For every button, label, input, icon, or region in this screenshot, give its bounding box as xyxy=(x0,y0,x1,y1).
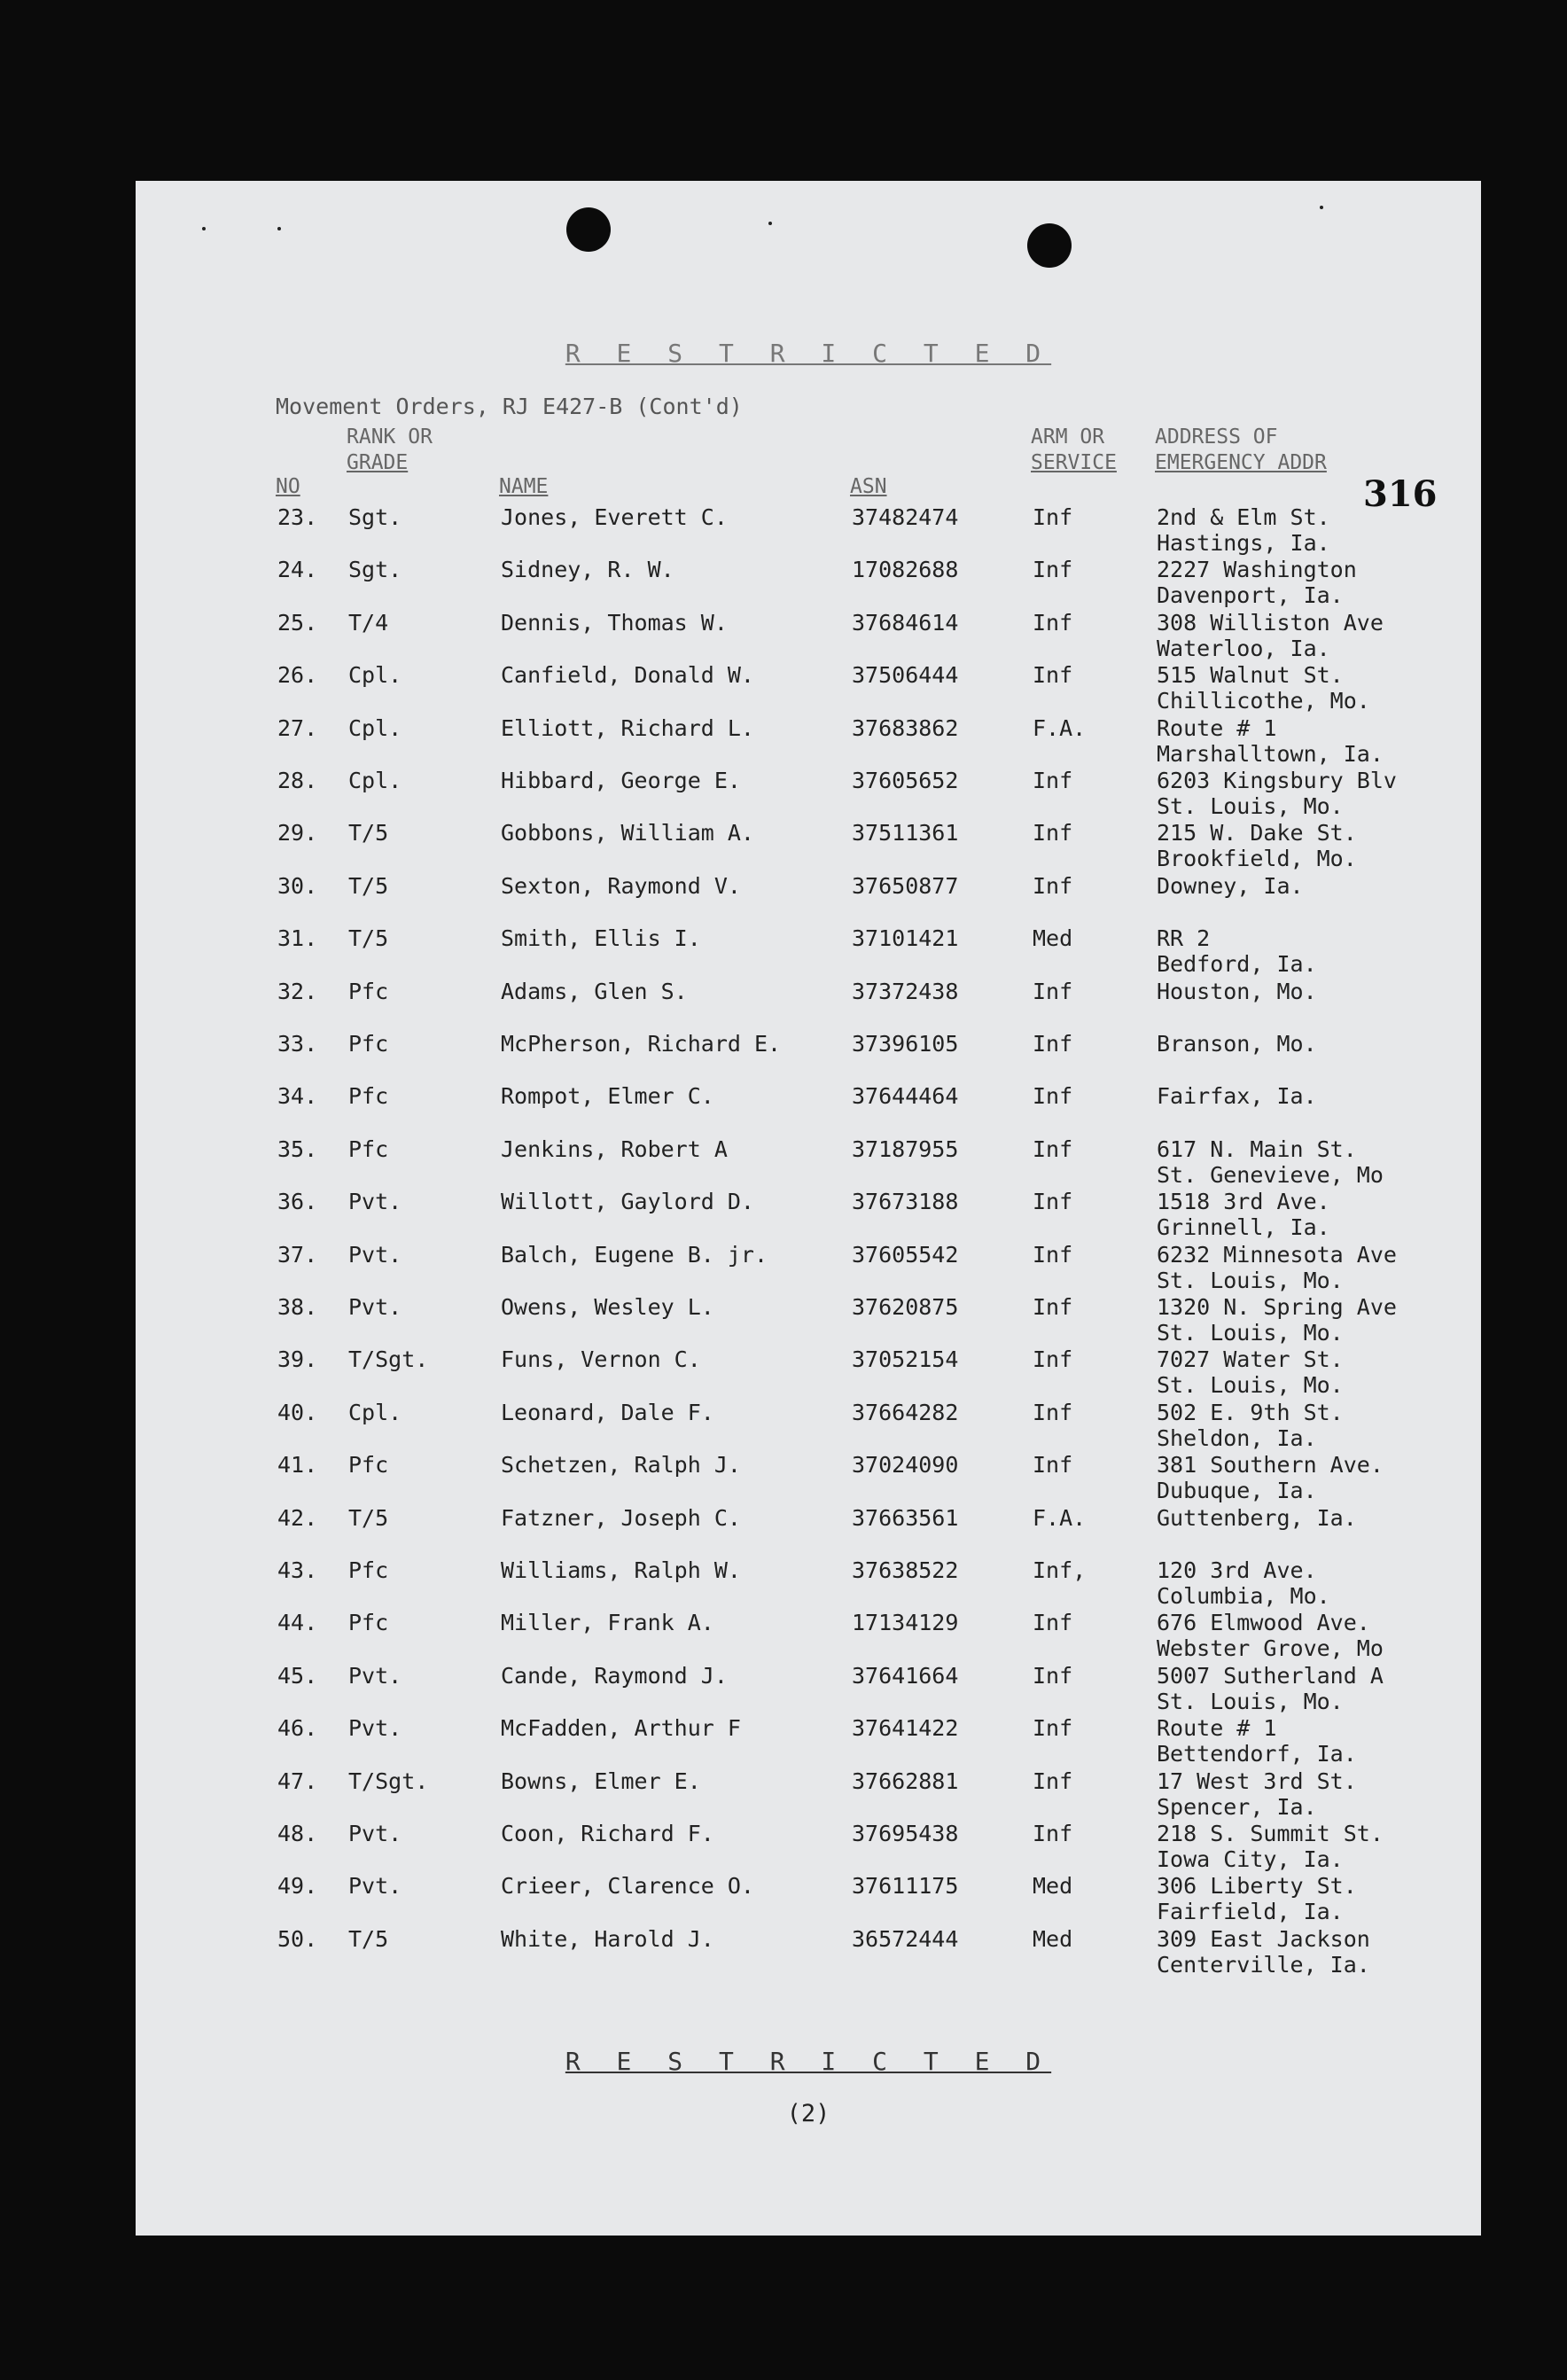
row-address-line-1: 6232 Minnesota Ave xyxy=(1157,1241,1397,1268)
row-number: 30. xyxy=(277,872,318,899)
row-arm-service: Inf xyxy=(1033,820,1073,847)
row-arm-service: Inf xyxy=(1033,504,1073,530)
table-row xyxy=(136,925,1481,977)
row-address-line-1: 515 Walnut St. xyxy=(1157,662,1344,689)
table-row xyxy=(136,1400,1481,1451)
row-arm-service: Inf xyxy=(1033,1662,1073,1689)
page-stamp-number: 316 xyxy=(1363,473,1438,515)
row-arm-service: Med xyxy=(1033,925,1073,952)
row-arm-service: Inf xyxy=(1033,609,1073,636)
row-asn: 37641664 xyxy=(852,1662,959,1689)
row-number: 43. xyxy=(277,1557,318,1583)
row-arm-service: Inf xyxy=(1033,1452,1073,1479)
row-rank: Pfc xyxy=(348,1557,389,1583)
row-asn: 37683862 xyxy=(852,714,959,741)
row-address-line-1: 1518 3rd Ave. xyxy=(1157,1189,1330,1215)
row-rank: T/5 xyxy=(348,1504,389,1531)
row-number: 27. xyxy=(277,714,318,741)
col-addr-label-1: ADDRESS OF xyxy=(1155,425,1278,449)
row-address-line-1: 308 Williston Ave xyxy=(1157,609,1384,636)
row-rank: Pfc xyxy=(348,1452,389,1479)
row-name: Sidney, R. W. xyxy=(501,557,674,583)
row-address-line-1: 502 E. 9th St. xyxy=(1157,1399,1344,1425)
col-arm-label-1: ARM OR xyxy=(1031,425,1105,449)
table-row xyxy=(136,1610,1481,1661)
row-address-line-2: St. Genevieve, Mo xyxy=(1157,1161,1384,1188)
row-address xyxy=(1157,1821,1384,1872)
col-rank-header xyxy=(347,425,433,476)
row-rank: T/Sgt. xyxy=(348,1346,429,1373)
row-address xyxy=(1157,1242,1397,1293)
row-name: Coon, Richard F. xyxy=(501,1821,714,1846)
row-address-line-2: Columbia, Mo. xyxy=(1157,1583,1330,1609)
row-number: 40. xyxy=(277,1399,318,1425)
row-number: 44. xyxy=(277,1610,318,1636)
row-address-line-1: 2227 Washington xyxy=(1157,557,1357,583)
row-asn: 37664282 xyxy=(852,1399,959,1425)
row-number: 34. xyxy=(277,1083,318,1110)
restricted-header: R E S T R I C T E D xyxy=(565,339,1052,368)
table-row xyxy=(136,557,1481,608)
row-asn: 37684614 xyxy=(852,609,959,636)
row-address xyxy=(1157,873,1304,899)
row-name: Owens, Wesley L. xyxy=(501,1294,714,1320)
row-arm-service: Inf xyxy=(1033,1767,1073,1794)
row-name: Sexton, Raymond V. xyxy=(501,872,741,899)
row-asn: 37605542 xyxy=(852,1241,959,1268)
row-name: Crieer, Clarence O. xyxy=(501,1873,754,1900)
row-asn: 37620875 xyxy=(852,1294,959,1320)
row-address-line-2: Bedford, Ia. xyxy=(1157,951,1317,978)
row-rank: Pfc xyxy=(348,1031,389,1057)
col-no-label: NO xyxy=(276,475,300,498)
row-arm-service: Inf, xyxy=(1033,1557,1087,1583)
row-number: 36. xyxy=(277,1189,318,1215)
row-address-line-1: 5007 Sutherland A xyxy=(1157,1662,1384,1689)
row-arm-service: Inf xyxy=(1033,1610,1073,1636)
row-asn: 37052154 xyxy=(852,1346,959,1373)
paper-speck xyxy=(768,222,772,225)
col-name-label: NAME xyxy=(499,475,549,498)
row-address-line-1: 2nd & Elm St. xyxy=(1157,504,1330,530)
row-name: Rompot, Elmer C. xyxy=(501,1083,714,1110)
row-rank: T/Sgt. xyxy=(348,1767,429,1794)
row-number: 41. xyxy=(277,1452,318,1479)
row-asn: 37511361 xyxy=(852,820,959,847)
row-asn: 37372438 xyxy=(852,978,959,1004)
row-address-line-1: 306 Liberty St. xyxy=(1157,1873,1357,1900)
row-address-line-1: 381 Southern Ave. xyxy=(1157,1452,1384,1479)
row-number: 49. xyxy=(277,1873,318,1900)
row-address xyxy=(1157,1663,1384,1714)
table-row xyxy=(136,1136,1481,1188)
col-no-header xyxy=(276,449,300,500)
row-address xyxy=(1157,1926,1370,1978)
row-address-line-2: St. Louis, Mo. xyxy=(1157,1372,1344,1399)
row-address-line-2: Chillicothe, Mo. xyxy=(1157,688,1370,714)
table-row xyxy=(136,504,1481,556)
table-row xyxy=(136,1083,1481,1135)
row-address xyxy=(1157,1083,1317,1109)
row-address xyxy=(1157,820,1357,871)
row-arm-service: Inf xyxy=(1033,557,1073,583)
col-addr-label-2: EMERGENCY ADDR xyxy=(1155,451,1327,474)
col-arm-label-2: SERVICE xyxy=(1031,451,1117,474)
row-address xyxy=(1157,504,1330,556)
row-rank: Cpl. xyxy=(348,662,402,689)
row-arm-service: Inf xyxy=(1033,1821,1073,1846)
row-address xyxy=(1157,1031,1317,1057)
table-row xyxy=(136,715,1481,767)
col-arm-header xyxy=(1031,425,1117,476)
row-address xyxy=(1157,1189,1330,1240)
row-asn: 37101421 xyxy=(852,925,959,952)
row-number: 47. xyxy=(277,1767,318,1794)
row-number: 33. xyxy=(277,1031,318,1057)
row-arm-service: Inf xyxy=(1033,1241,1073,1268)
row-name: Leonard, Dale F. xyxy=(501,1399,714,1425)
row-address-line-2: Spencer, Ia. xyxy=(1157,1793,1317,1820)
row-arm-service: Med xyxy=(1033,1873,1073,1900)
row-number: 32. xyxy=(277,978,318,1004)
row-name: Dennis, Thomas W. xyxy=(501,609,728,636)
row-address xyxy=(1157,1400,1344,1451)
row-arm-service: Inf xyxy=(1033,978,1073,1004)
row-address-line-2: Centerville, Ia. xyxy=(1157,1951,1370,1978)
row-asn: 37482474 xyxy=(852,504,959,530)
row-number: 45. xyxy=(277,1662,318,1689)
row-asn: 17082688 xyxy=(852,557,959,583)
row-rank: T/5 xyxy=(348,820,389,847)
row-name: McPherson, Richard E. xyxy=(501,1031,782,1057)
row-rank: Pvt. xyxy=(348,1662,402,1689)
row-name: Jones, Everett C. xyxy=(501,504,728,530)
row-address-line-1: RR 2 xyxy=(1157,925,1211,952)
row-number: 46. xyxy=(277,1715,318,1742)
row-address-line-2: Webster Grove, Mo xyxy=(1157,1635,1384,1662)
table-row xyxy=(136,610,1481,661)
row-address-line-1: Route # 1 xyxy=(1157,1715,1277,1742)
row-arm-service: Inf xyxy=(1033,872,1073,899)
row-arm-service: Inf xyxy=(1033,1715,1073,1742)
row-number: 31. xyxy=(277,925,318,952)
row-address-line-1: Fairfax, Ia. xyxy=(1157,1083,1317,1110)
row-address-line-2: St. Louis, Mo. xyxy=(1157,1688,1344,1714)
row-asn: 37673188 xyxy=(852,1189,959,1215)
row-rank: Cpl. xyxy=(348,768,402,793)
col-asn-label: ASN xyxy=(850,475,887,498)
row-asn: 37396105 xyxy=(852,1031,959,1057)
row-rank: Pfc xyxy=(348,978,389,1004)
row-asn: 37024090 xyxy=(852,1452,959,1479)
row-asn: 37641422 xyxy=(852,1715,959,1742)
row-name: Balch, Eugene B. jr. xyxy=(501,1241,768,1268)
row-number: 25. xyxy=(277,609,318,636)
row-address-line-1: Houston, Mo. xyxy=(1157,978,1317,1004)
row-name: Willott, Gaylord D. xyxy=(501,1189,754,1215)
row-arm-service: Inf xyxy=(1033,1083,1073,1110)
row-name: Smith, Ellis I. xyxy=(501,925,701,952)
row-address-line-1: 215 W. Dake St. xyxy=(1157,820,1357,847)
row-address-line-2: Dubuque, Ia. xyxy=(1157,1478,1317,1504)
row-address-line-1: Branson, Mo. xyxy=(1157,1031,1317,1057)
row-address xyxy=(1157,1557,1330,1609)
row-address-line-2: St. Louis, Mo. xyxy=(1157,793,1344,819)
row-address-line-1: 17 West 3rd St. xyxy=(1157,1767,1357,1794)
row-name: Elliott, Richard L. xyxy=(501,714,754,741)
row-rank: Cpl. xyxy=(348,714,402,741)
row-name: Gobbons, William A. xyxy=(501,820,754,847)
table-row xyxy=(136,1715,1481,1767)
row-name: Bowns, Elmer E. xyxy=(501,1767,701,1794)
row-asn: 37605652 xyxy=(852,768,959,793)
row-number: 29. xyxy=(277,820,318,847)
row-name: White, Harold J. xyxy=(501,1925,714,1952)
row-address-line-2: Waterloo, Ia. xyxy=(1157,635,1330,661)
row-arm-service: Inf xyxy=(1033,1346,1073,1373)
row-address-line-2: Sheldon, Ia. xyxy=(1157,1424,1317,1451)
row-asn: 37663561 xyxy=(852,1504,959,1531)
col-addr-header xyxy=(1155,425,1327,476)
row-rank: Pvt. xyxy=(348,1873,402,1900)
row-name: Williams, Ralph W. xyxy=(501,1557,741,1583)
row-address-line-2: Davenport, Ia. xyxy=(1157,582,1344,609)
row-address-line-1: 7027 Water St. xyxy=(1157,1346,1344,1373)
row-address xyxy=(1157,979,1317,1004)
table-row xyxy=(136,1873,1481,1924)
row-number: 35. xyxy=(277,1135,318,1162)
row-arm-service: Inf xyxy=(1033,1189,1073,1215)
row-asn: 37187955 xyxy=(852,1135,959,1162)
table-row xyxy=(136,1821,1481,1872)
row-address xyxy=(1157,1505,1357,1531)
row-arm-service: Inf xyxy=(1033,768,1073,793)
row-address-line-2: Hastings, Ia. xyxy=(1157,530,1330,556)
row-address xyxy=(1157,715,1384,767)
row-name: Fatzner, Joseph C. xyxy=(501,1504,741,1531)
table-row xyxy=(136,979,1481,1030)
row-name: Schetzen, Ralph J. xyxy=(501,1452,741,1479)
row-asn: 17134129 xyxy=(852,1610,959,1636)
table-row xyxy=(136,1242,1481,1293)
restricted-footer: R E S T R I C T E D xyxy=(565,2047,1052,2076)
row-address-line-1: 309 East Jackson xyxy=(1157,1925,1370,1952)
row-address xyxy=(1157,662,1370,714)
orders-line: Movement Orders, RJ E427-B (Cont'd) xyxy=(276,394,743,419)
row-address-line-2: Iowa City, Ia. xyxy=(1157,1846,1344,1872)
row-address-line-1: 676 Elmwood Ave. xyxy=(1157,1610,1370,1636)
paper-speck xyxy=(202,227,206,230)
row-number: 50. xyxy=(277,1925,318,1952)
row-name: Jenkins, Robert A xyxy=(501,1135,728,1162)
table-row xyxy=(136,662,1481,714)
row-rank: Pfc xyxy=(348,1135,389,1162)
row-address xyxy=(1157,610,1384,661)
paper-speck xyxy=(1320,206,1323,209)
table-row xyxy=(136,1926,1481,1978)
row-address-line-2: Grinnell, Ia. xyxy=(1157,1214,1330,1241)
row-rank: T/5 xyxy=(348,925,389,952)
row-asn: 37611175 xyxy=(852,1873,959,1900)
table-row xyxy=(136,1031,1481,1082)
row-name: Canfield, Donald W. xyxy=(501,662,754,689)
row-address-line-2: St. Louis, Mo. xyxy=(1157,1320,1344,1346)
row-asn: 37695438 xyxy=(852,1821,959,1846)
table-row xyxy=(136,1189,1481,1240)
row-number: 24. xyxy=(277,557,318,583)
table-row xyxy=(136,820,1481,871)
table-row xyxy=(136,1294,1481,1346)
row-number: 26. xyxy=(277,662,318,689)
col-asn-header xyxy=(850,449,887,500)
row-rank: Pvt. xyxy=(348,1241,402,1268)
row-rank: Sgt. xyxy=(348,504,402,530)
row-asn: 37662881 xyxy=(852,1767,959,1794)
col-name-header xyxy=(499,449,548,500)
col-rank-label-2: GRADE xyxy=(347,451,409,474)
row-asn: 37644464 xyxy=(852,1083,959,1110)
row-name: Hibbard, George E. xyxy=(501,768,741,793)
table-row xyxy=(136,1557,1481,1609)
table-row xyxy=(136,1663,1481,1714)
row-number: 37. xyxy=(277,1241,318,1268)
row-address xyxy=(1157,1610,1384,1661)
row-arm-service: Med xyxy=(1033,1925,1073,1952)
row-rank: T/4 xyxy=(348,609,389,636)
table-row xyxy=(136,1346,1481,1398)
row-name: Miller, Frank A. xyxy=(501,1610,714,1636)
table-row xyxy=(136,1505,1481,1557)
row-address-line-2: St. Louis, Mo. xyxy=(1157,1267,1344,1293)
row-arm-service: Inf xyxy=(1033,1399,1073,1425)
row-address xyxy=(1157,1452,1384,1503)
row-address-line-2: Fairfield, Ia. xyxy=(1157,1899,1344,1925)
row-name: Adams, Glen S. xyxy=(501,978,688,1004)
paper-speck xyxy=(277,227,281,230)
row-name: Cande, Raymond J. xyxy=(501,1662,728,1689)
row-name: Funs, Vernon C. xyxy=(501,1346,701,1373)
row-number: 48. xyxy=(277,1821,318,1846)
row-address-line-1: 1320 N. Spring Ave xyxy=(1157,1294,1397,1320)
row-address-line-1: 6203 Kingsbury Blv xyxy=(1157,768,1397,793)
row-address xyxy=(1157,1136,1384,1188)
row-asn: 37650877 xyxy=(852,872,959,899)
row-arm-service: Inf xyxy=(1033,1031,1073,1057)
row-address-line-1: Guttenberg, Ia. xyxy=(1157,1504,1357,1531)
row-asn: 36572444 xyxy=(852,1925,959,1952)
row-number: 39. xyxy=(277,1346,318,1373)
table-row xyxy=(136,768,1481,819)
row-number: 42. xyxy=(277,1504,318,1531)
row-number: 38. xyxy=(277,1294,318,1320)
table-row xyxy=(136,1768,1481,1820)
row-name: McFadden, Arthur F xyxy=(501,1715,741,1742)
row-address xyxy=(1157,1715,1357,1767)
table-row xyxy=(136,873,1481,925)
row-address-line-2: Bettendorf, Ia. xyxy=(1157,1741,1357,1767)
row-arm-service: F.A. xyxy=(1033,714,1087,741)
row-asn: 37638522 xyxy=(852,1557,959,1583)
punch-hole xyxy=(1027,223,1072,268)
row-address-line-1: Route # 1 xyxy=(1157,714,1277,741)
row-rank: Pfc xyxy=(348,1610,389,1636)
row-address-line-1: 120 3rd Ave. xyxy=(1157,1557,1317,1583)
row-arm-service: Inf xyxy=(1033,1135,1073,1162)
row-address-line-1: 617 N. Main St. xyxy=(1157,1135,1357,1162)
punch-hole xyxy=(566,207,611,252)
row-address-line-2: Brookfield, Mo. xyxy=(1157,846,1357,872)
row-rank: T/5 xyxy=(348,1925,389,1952)
page-number: (2) xyxy=(786,2100,830,2127)
col-rank-label-1: RANK OR xyxy=(347,425,433,449)
row-number: 23. xyxy=(277,504,318,530)
row-address xyxy=(1157,1346,1344,1398)
row-arm-service: F.A. xyxy=(1033,1504,1087,1531)
row-rank: Pvt. xyxy=(348,1821,402,1846)
row-rank: Pvt. xyxy=(348,1715,402,1742)
row-arm-service: Inf xyxy=(1033,662,1073,689)
row-address-line-1: Downey, Ia. xyxy=(1157,872,1304,899)
row-rank: Sgt. xyxy=(348,557,402,583)
row-arm-service: Inf xyxy=(1033,1294,1073,1320)
row-address xyxy=(1157,925,1317,977)
row-number: 28. xyxy=(277,768,318,793)
row-rank: T/5 xyxy=(348,872,389,899)
row-address-line-1: 218 S. Summit St. xyxy=(1157,1821,1384,1846)
row-rank: Pfc xyxy=(348,1083,389,1110)
row-address xyxy=(1157,1873,1357,1924)
row-rank: Cpl. xyxy=(348,1399,402,1425)
document-page xyxy=(136,181,1481,2236)
row-address xyxy=(1157,557,1357,608)
row-address xyxy=(1157,768,1397,819)
row-address xyxy=(1157,1294,1397,1346)
row-address-line-2: Marshalltown, Ia. xyxy=(1157,740,1384,767)
row-address xyxy=(1157,1768,1357,1820)
table-row xyxy=(136,1452,1481,1503)
row-rank: Pvt. xyxy=(348,1189,402,1215)
row-asn: 37506444 xyxy=(852,662,959,689)
row-rank: Pvt. xyxy=(348,1294,402,1320)
